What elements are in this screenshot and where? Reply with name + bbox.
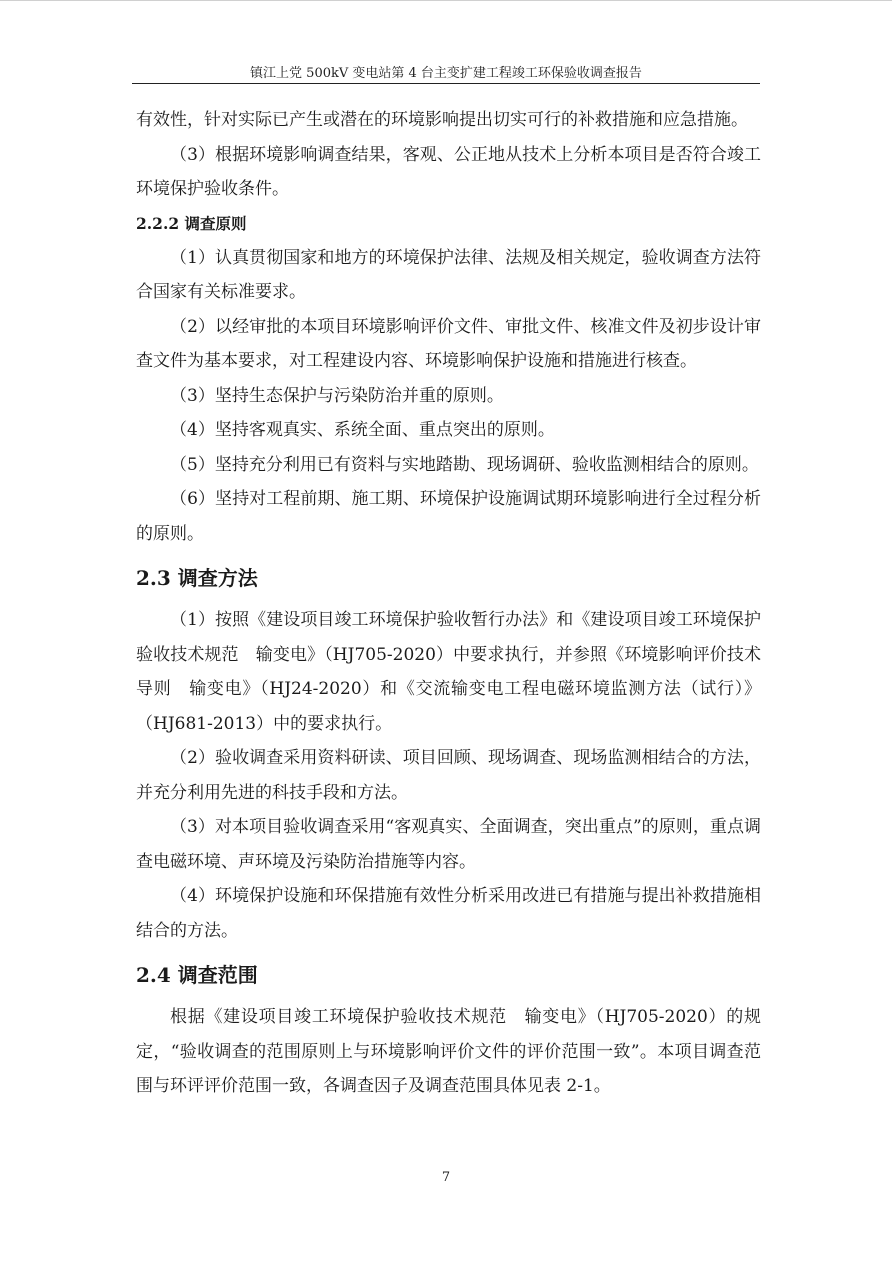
- method-item-3: （3）对本项目验收调查采用“客观真实、全面调查，突出重点”的原则，重点调查电磁环境、声环境及污染防治措施等内容。: [136, 817, 761, 872]
- principle-item-2: （2）以经审批的本项目环境影响评价文件、审批文件、核准文件及初步设计审查文件为基本要求，对工程建设内容、环境影响保护设施和措施进行核查。: [136, 316, 761, 371]
- running-header: 镇江上党 500kV 变电站第 4 台主变扩建工程竣工环保验收调查报告: [250, 66, 642, 81]
- method-item-1: （1）按照《建设项目竣工环境保护验收暂行办法》和《建设项目竣工环境保护验收技术规范 输变电》（HJ705-2020）中要求执行，并参照《环境影响评价技术导则 输变电》（HJ24-2020）和《交流输变电工程电磁环境监测方法（试行）》（HJ681-2013）中的要求执行。: [136, 610, 761, 734]
- method-item-2: （2）验收调查采用资料研读、项目回顾、现场调查、现场监测相结合的方法，并充分利用先进的科技手段和方法。: [136, 748, 761, 803]
- paragraph-intro-continuation: 有效性，针对实际已产生或潜在的环境影响提出切实可行的补救措施和应急措施。: [136, 110, 748, 130]
- principle-item-4: （4）坚持客观真实、系统全面、重点突出的原则。: [170, 420, 555, 440]
- scope-paragraph: 根据《建设项目竣工环境保护验收技术规范 输变电》（HJ705-2020）的规定，“验收调查的范围原则上与环境影响评价文件的评价范围一致”。本项目调查范围与环评评价范围一致，各调查因子及调查范围具体见表 2-1。: [136, 1007, 761, 1096]
- header-rule: [132, 83, 760, 84]
- page-body: [136, 103, 761, 1104]
- principle-item-1: （1）认真贯彻国家和地方的环境保护法律、法规及相关规定，验收调查方法符合国家有关标准要求。: [136, 247, 761, 302]
- page-number: 7: [441, 1170, 451, 1185]
- paragraph-item-3: （3）根据环境影响调查结果，客观、公正地从技术上分析本项目是否符合竣工环境保护验收条件。: [136, 144, 761, 199]
- section-heading-2-2-2: 2.2.2 调查原则: [136, 213, 247, 233]
- principle-item-6: （6）坚持对工程前期、施工期、环境保护设施调试期环境影响进行全过程分析的原则。: [136, 489, 761, 544]
- principle-item-5: （5）坚持充分利用已有资料与实地踏勘、现场调研、验收监测相结合的原则。: [170, 454, 759, 475]
- section-heading-2-4: 2.4 调查范围: [136, 963, 258, 987]
- principle-item-3: （3）坚持生态保护与污染防治并重的原则。: [170, 385, 504, 406]
- section-heading-2-3: 2.3 调查方法: [136, 566, 258, 590]
- method-item-4: （4）环境保护设施和环保措施有效性分析采用改进已有措施与提出补救措施相结合的方法。: [136, 886, 761, 941]
- page-top-edge: [0, 0, 892, 1]
